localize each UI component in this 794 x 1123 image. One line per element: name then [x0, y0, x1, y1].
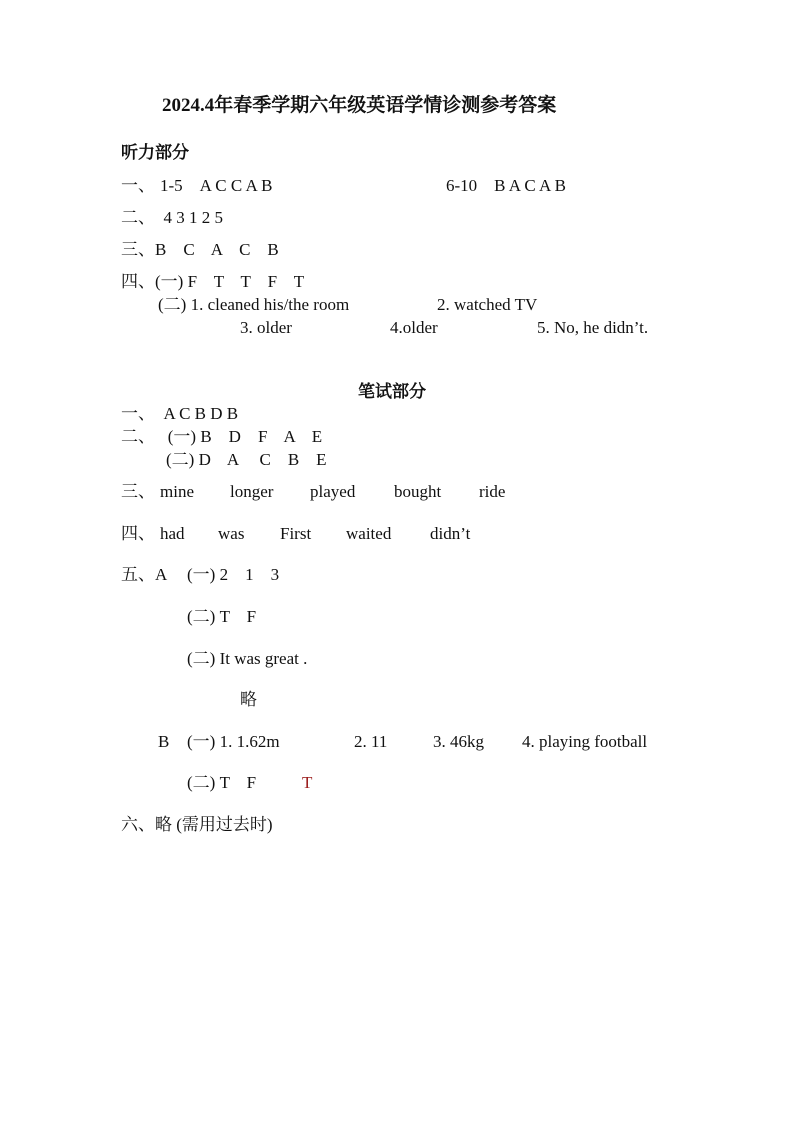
- written-q5-b-prefix: B: [158, 732, 170, 751]
- listening-q1-part-a: 1-5 A C C A B: [160, 176, 273, 195]
- written-q4-word: didn’t: [430, 524, 471, 543]
- listening-q4-line3-c: 5. No, he didn’t.: [537, 318, 649, 337]
- written-q5-b-1-a: (一) 1. 1.62m: [187, 732, 280, 751]
- written-q6: 六、略 (需用过去时): [121, 815, 273, 834]
- written-q4-word: First: [280, 524, 312, 543]
- written-q2-line1: 二、 (一) B D F A E: [121, 427, 323, 446]
- written-q5-b-2-red-answer: T: [302, 773, 313, 792]
- written-q3-word: ride: [479, 482, 506, 501]
- written-q3-word: mine: [160, 482, 194, 501]
- written-q1: 一、 A C B D B: [121, 404, 239, 423]
- written-heading: 笔试部分: [358, 382, 426, 401]
- written-q3-word: longer: [230, 482, 274, 501]
- written-q5-a-3: (二) It was great .: [187, 649, 308, 668]
- listening-q1-prefix: 一、: [121, 176, 155, 195]
- listening-q4-line2-a: (二) 1. cleaned his/the room: [158, 295, 350, 314]
- written-q3-word: bought: [394, 482, 442, 501]
- listening-q3: 三、B C A C B: [121, 240, 279, 259]
- written-q4-word: was: [218, 524, 245, 543]
- listening-q2: 二、 4 3 1 2 5: [121, 208, 223, 227]
- written-q4-word: waited: [346, 524, 392, 543]
- written-q5-a-prefix: 五、A: [121, 565, 168, 584]
- written-q5-b-1-b: 2. 11: [354, 732, 388, 751]
- written-q5-b-1-d: 4. playing football: [522, 732, 648, 751]
- written-q5-b-1-c: 3. 46kg: [433, 732, 484, 751]
- page-title: 2024.4年春季学期六年级英语学情诊测参考答案: [162, 95, 557, 116]
- written-q5-a-2: (二) T F: [187, 607, 257, 626]
- listening-q4-line2-b: 2. watched TV: [437, 295, 538, 314]
- written-q4-word: had: [160, 524, 185, 543]
- written-q4-prefix: 四、: [121, 524, 155, 543]
- listening-heading: 听力部分: [121, 143, 189, 162]
- listening-q4-line3-b: 4.older: [390, 318, 438, 337]
- written-q5-a-4: 略: [240, 690, 257, 709]
- listening-q1-part-b: 6-10 B A C A B: [446, 176, 566, 195]
- written-q5-a-1: (一) 2 1 3: [187, 565, 280, 584]
- listening-q4-line1: 四、(一) F T T F T: [121, 272, 305, 291]
- written-q3-prefix: 三、: [121, 482, 155, 501]
- listening-q4-line3-a: 3. older: [240, 318, 292, 337]
- written-q3-word: played: [310, 482, 356, 501]
- written-q5-b-2: (二) T F: [187, 773, 257, 792]
- written-q2-line2: (二) D A C B E: [166, 450, 327, 469]
